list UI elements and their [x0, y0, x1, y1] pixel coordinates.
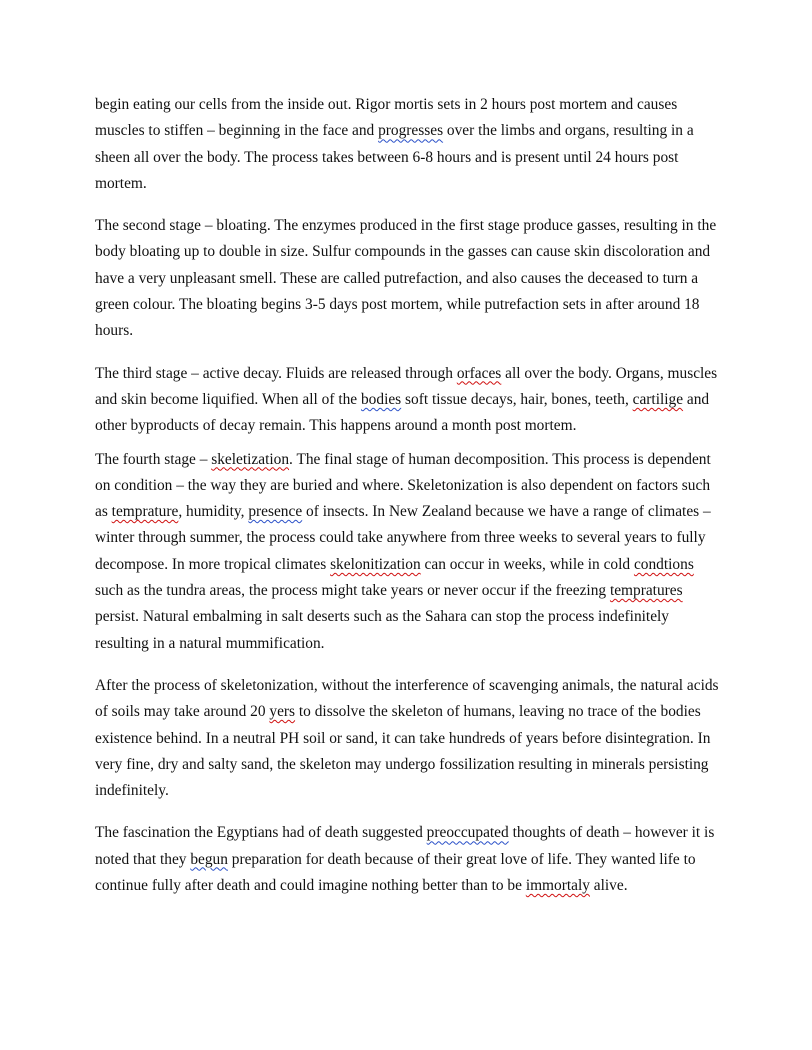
- grammar-flag-word: bodies: [360, 390, 402, 408]
- paragraph-bloating: [95, 213, 721, 344]
- text-run: thoughts of death – however it is noted that they: [95, 824, 715, 868]
- spelling-error-word: yers: [269, 703, 296, 721]
- text-run: begin eating our cells from the inside out. Rigor mortis sets in 2 hours post mortem and causes muscles to stiffen – beginning in the face and: [95, 96, 678, 140]
- text-run: alive.: [589, 877, 628, 895]
- text-run: . The final stage of human decomposition. This process is dependent on condition – the way they are buried and where. Skeletonization is also dependent on factors such as: [95, 450, 711, 521]
- text-run: The third stage – active decay. Fluids are released through: [95, 364, 457, 382]
- paragraph-active-decay: [95, 361, 721, 440]
- document-body[interactable]: [95, 92, 721, 915]
- paragraph-egyptians: [95, 820, 721, 899]
- text-run: preparation for death because of their great love of life. They wanted life to continue fully after death and could imagine nothing better than to be: [95, 850, 696, 895]
- spelling-error-word: condtions: [633, 555, 694, 573]
- text-run: such as the tundra areas, the process might take years or never occur if the freezing: [95, 582, 610, 600]
- text-run: , humidity,: [178, 503, 249, 521]
- paragraph-rigor-mortis: [95, 92, 721, 197]
- text-run: to dissolve the skeleton of humans, leaving no trace of the bodies existence behind. In a neutral PH soil or sand, it can take hundreds of years before disintegration. In very fine, dry and salty sand, the skeleton may undergo fossilization resulting in minerals persisting indefinitely.: [95, 703, 711, 800]
- text-run: of insects. In New Zealand because we have a range of climates – winter through summer, the process could take anywhere from three weeks to several years to fully decompose. In more tropical climates: [95, 503, 711, 573]
- spelling-error-word: orfaces: [456, 364, 502, 382]
- text-run: over the limbs and organs, resulting in a sheen all over the body. The process takes between 6-8 hours and is present until 24 hours post mortem.: [95, 122, 694, 192]
- spelling-error-word: tempratures: [609, 582, 683, 600]
- text-run: all over the body. Organs, muscles and skin become liquified. When all of the: [95, 364, 718, 408]
- text-run: can occur in weeks, while in cold: [420, 555, 634, 573]
- text-run: The fascination the Egyptians had of death suggested: [95, 824, 427, 842]
- spelling-error-word: temprature: [111, 503, 179, 521]
- text-run: The fourth stage –: [95, 450, 212, 468]
- grammar-flag-word: progresses: [378, 122, 444, 140]
- grammar-flag-word: begun: [190, 850, 228, 868]
- spelling-error-word: cartilige: [632, 390, 684, 408]
- text-run: persist. Natural embalming in salt deserts such as the Sahara can stop the process indefinitely resulting in a natural mummification.: [95, 608, 670, 652]
- paragraph-skeletization: [95, 447, 721, 657]
- text-run: and other byproducts of decay remain. This happens around a month post mortem.: [95, 390, 710, 435]
- paragraph-after-skeletonization: [95, 673, 721, 804]
- text-run: soft tissue decays, hair, bones, teeth,: [401, 390, 633, 408]
- grammar-flag-word: preoccupated: [426, 824, 509, 842]
- text-run: The second stage – bloating. The enzymes produced in the first stage produce gasses, resulting in the body bloating up to double in size. Sulfur compounds in the gasses can cause skin discoloration and have a very unpleasant smell. These are called putrefaction, and also causes the deceased to turn a green colour. The bloating begins 3-5 days post mortem, while putrefaction sets in after around 18 hours.: [95, 217, 717, 340]
- grammar-flag-word: presence: [248, 503, 303, 521]
- spelling-error-word: skelonitization: [330, 555, 421, 573]
- spelling-error-word: skeletization: [211, 450, 290, 468]
- spelling-error-word: immortaly: [525, 877, 590, 895]
- text-run: After the process of skeletonization, without the interference of scavenging animals, the natural acids of soils may take around 20: [95, 676, 719, 721]
